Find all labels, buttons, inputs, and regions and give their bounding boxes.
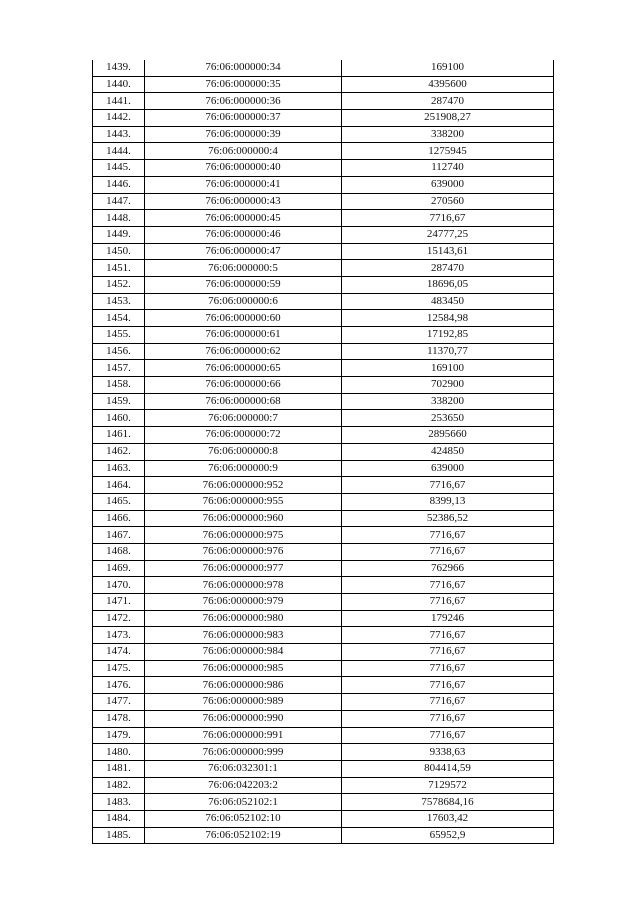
row-number-cell: 1478. — [93, 710, 145, 727]
table-row — [93, 427, 554, 444]
table-row — [93, 610, 554, 627]
cadastral-value-cell: 11370,77 — [342, 343, 554, 360]
cadastral-value-cell: 112740 — [342, 160, 554, 177]
cadastral-number-cell: 76:06:000000:990 — [145, 710, 342, 727]
table-row — [93, 627, 554, 644]
row-number-cell: 1464. — [93, 477, 145, 494]
table-row — [93, 577, 554, 594]
cadastral-value-cell: 52386,52 — [342, 510, 554, 527]
cadastral-value-cell: 7716,67 — [342, 727, 554, 744]
table-row — [93, 660, 554, 677]
table-row — [93, 126, 554, 143]
cadastral-value-cell: 424850 — [342, 443, 554, 460]
table-row — [93, 243, 554, 260]
row-number-cell: 1445. — [93, 160, 145, 177]
cadastral-number-cell: 76:06:000000:985 — [145, 660, 342, 677]
table-row — [93, 760, 554, 777]
table-row — [93, 810, 554, 827]
cadastral-value-cell: 12584,98 — [342, 310, 554, 327]
row-number-cell: 1455. — [93, 327, 145, 344]
table-row — [93, 410, 554, 427]
row-number-cell: 1451. — [93, 260, 145, 277]
cadastral-number-cell: 76:06:000000:7 — [145, 410, 342, 427]
cadastral-value-cell: 483450 — [342, 293, 554, 310]
cadastral-number-cell: 76:06:000000:960 — [145, 510, 342, 527]
row-number-cell: 1439. — [93, 60, 145, 76]
cadastral-number-cell: 76:06:000000:72 — [145, 427, 342, 444]
cadastral-number-cell: 76:06:000000:976 — [145, 543, 342, 560]
cadastral-value-cell: 251908,27 — [342, 110, 554, 127]
table-row — [93, 143, 554, 160]
cadastral-number-cell: 76:06:000000:39 — [145, 126, 342, 143]
table-row — [93, 393, 554, 410]
cadastral-value-cell: 8399,13 — [342, 493, 554, 510]
cadastral-number-cell: 76:06:000000:991 — [145, 727, 342, 744]
table-row — [93, 794, 554, 811]
cadastral-number-cell: 76:06:000000:65 — [145, 360, 342, 377]
cadastral-number-cell: 76:06:000000:47 — [145, 243, 342, 260]
row-number-cell: 1461. — [93, 427, 145, 444]
row-number-cell: 1467. — [93, 527, 145, 544]
cadastral-number-cell: 76:06:000000:61 — [145, 327, 342, 344]
row-number-cell: 1485. — [93, 827, 145, 844]
row-number-cell: 1477. — [93, 694, 145, 711]
cadastral-value-cell: 270560 — [342, 193, 554, 210]
table-row — [93, 560, 554, 577]
table-row — [93, 694, 554, 711]
cadastral-value-cell: 18696,05 — [342, 276, 554, 293]
table-row — [93, 176, 554, 193]
cadastral-value-cell: 7716,67 — [342, 543, 554, 560]
cadastral-value-cell: 7716,67 — [342, 627, 554, 644]
row-number-cell: 1446. — [93, 176, 145, 193]
row-number-cell: 1484. — [93, 810, 145, 827]
row-number-cell: 1458. — [93, 377, 145, 394]
row-number-cell: 1480. — [93, 744, 145, 761]
table-row — [93, 193, 554, 210]
cadastral-number-cell: 76:06:000000:66 — [145, 377, 342, 394]
row-number-cell: 1443. — [93, 126, 145, 143]
table-row — [93, 744, 554, 761]
table-row — [93, 260, 554, 277]
table-row — [93, 310, 554, 327]
table-row — [93, 343, 554, 360]
row-number-cell: 1470. — [93, 577, 145, 594]
table-row — [93, 677, 554, 694]
row-number-cell: 1460. — [93, 410, 145, 427]
cadastral-value-cell: 4395600 — [342, 76, 554, 93]
row-number-cell: 1476. — [93, 677, 145, 694]
cadastral-number-cell: 76:06:000000:62 — [145, 343, 342, 360]
cadastral-number-cell: 76:06:000000:4 — [145, 143, 342, 160]
table-row — [93, 327, 554, 344]
cadastral-value-cell: 7578684,16 — [342, 794, 554, 811]
row-number-cell: 1481. — [93, 760, 145, 777]
row-number-cell: 1482. — [93, 777, 145, 794]
cadastral-number-cell: 76:06:000000:975 — [145, 527, 342, 544]
table-row — [93, 110, 554, 127]
cadastral-number-cell: 76:06:000000:45 — [145, 210, 342, 227]
cadastral-value-cell: 639000 — [342, 176, 554, 193]
table-row — [93, 293, 554, 310]
cadastral-number-cell: 76:06:000000:977 — [145, 560, 342, 577]
cadastral-value-cell: 7716,67 — [342, 677, 554, 694]
cadastral-value-cell: 17603,42 — [342, 810, 554, 827]
cadastral-number-cell: 76:06:000000:999 — [145, 744, 342, 761]
cadastral-number-cell: 76:06:000000:68 — [145, 393, 342, 410]
table-row — [93, 93, 554, 110]
cadastral-value-cell: 2895660 — [342, 427, 554, 444]
table-row — [93, 594, 554, 611]
table-row — [93, 160, 554, 177]
row-number-cell: 1473. — [93, 627, 145, 644]
table-row — [93, 226, 554, 243]
row-number-cell: 1459. — [93, 393, 145, 410]
cadastral-number-cell: 76:06:000000:980 — [145, 610, 342, 627]
row-number-cell: 1463. — [93, 460, 145, 477]
cadastral-number-cell: 76:06:000000:989 — [145, 694, 342, 711]
table-row — [93, 76, 554, 93]
cadastral-value-cell: 7716,67 — [342, 694, 554, 711]
row-number-cell: 1479. — [93, 727, 145, 744]
cadastral-value-cell: 762966 — [342, 560, 554, 577]
row-number-cell: 1450. — [93, 243, 145, 260]
cadastral-value-cell: 7716,67 — [342, 660, 554, 677]
cadastral-number-cell: 76:06:000000:978 — [145, 577, 342, 594]
row-number-cell: 1462. — [93, 443, 145, 460]
row-number-cell: 1465. — [93, 493, 145, 510]
cadastral-number-cell: 76:06:000000:40 — [145, 160, 342, 177]
table-row — [93, 644, 554, 661]
table-row — [93, 727, 554, 744]
table-row — [93, 60, 554, 76]
row-number-cell: 1452. — [93, 276, 145, 293]
cadastral-number-cell: 76:06:000000:35 — [145, 76, 342, 93]
table-body — [93, 60, 554, 844]
cadastral-value-cell: 169100 — [342, 360, 554, 377]
cadastral-number-cell: 76:06:000000:986 — [145, 677, 342, 694]
table-row — [93, 477, 554, 494]
cadastral-value-cell: 7716,67 — [342, 527, 554, 544]
row-number-cell: 1469. — [93, 560, 145, 577]
row-number-cell: 1444. — [93, 143, 145, 160]
cadastral-value-cell: 702900 — [342, 377, 554, 394]
row-number-cell: 1457. — [93, 360, 145, 377]
row-number-cell: 1440. — [93, 76, 145, 93]
row-number-cell: 1453. — [93, 293, 145, 310]
cadastral-number-cell: 76:06:032301:1 — [145, 760, 342, 777]
row-number-cell: 1474. — [93, 644, 145, 661]
cadastral-value-cell: 338200 — [342, 126, 554, 143]
cadastral-number-cell: 76:06:000000:5 — [145, 260, 342, 277]
table-row — [93, 443, 554, 460]
cadastral-value-cell: 65952,9 — [342, 827, 554, 844]
cadastral-value-table — [92, 60, 554, 844]
cadastral-value-cell: 287470 — [342, 93, 554, 110]
cadastral-value-cell: 804414,59 — [342, 760, 554, 777]
cadastral-value-cell: 639000 — [342, 460, 554, 477]
row-number-cell: 1472. — [93, 610, 145, 627]
row-number-cell: 1449. — [93, 226, 145, 243]
table-row — [93, 827, 554, 844]
row-number-cell: 1475. — [93, 660, 145, 677]
cadastral-value-cell: 7716,67 — [342, 477, 554, 494]
cadastral-number-cell: 76:06:000000:43 — [145, 193, 342, 210]
cadastral-value-cell: 287470 — [342, 260, 554, 277]
cadastral-number-cell: 76:06:042203:2 — [145, 777, 342, 794]
table-row — [93, 710, 554, 727]
cadastral-number-cell: 76:06:000000:952 — [145, 477, 342, 494]
table-row — [93, 210, 554, 227]
row-number-cell: 1448. — [93, 210, 145, 227]
cadastral-number-cell: 76:06:000000:8 — [145, 443, 342, 460]
row-number-cell: 1454. — [93, 310, 145, 327]
table-row — [93, 527, 554, 544]
cadastral-value-cell: 7716,67 — [342, 594, 554, 611]
row-number-cell: 1483. — [93, 794, 145, 811]
row-number-cell: 1466. — [93, 510, 145, 527]
cadastral-number-cell: 76:06:000000:60 — [145, 310, 342, 327]
table-row — [93, 377, 554, 394]
cadastral-number-cell: 76:06:000000:36 — [145, 93, 342, 110]
row-number-cell: 1441. — [93, 93, 145, 110]
row-number-cell: 1456. — [93, 343, 145, 360]
row-number-cell: 1442. — [93, 110, 145, 127]
row-number-cell: 1447. — [93, 193, 145, 210]
cadastral-value-cell: 253650 — [342, 410, 554, 427]
table-row — [93, 543, 554, 560]
cadastral-value-cell: 7716,67 — [342, 577, 554, 594]
cadastral-value-cell: 9338,63 — [342, 744, 554, 761]
cadastral-number-cell: 76:06:000000:37 — [145, 110, 342, 127]
cadastral-value-cell: 7716,67 — [342, 210, 554, 227]
cadastral-value-cell: 7129572 — [342, 777, 554, 794]
cadastral-number-cell: 76:06:000000:41 — [145, 176, 342, 193]
table-row — [93, 460, 554, 477]
table-row — [93, 510, 554, 527]
table-row — [93, 493, 554, 510]
cadastral-value-cell: 7716,67 — [342, 710, 554, 727]
cadastral-value-cell: 7716,67 — [342, 644, 554, 661]
cadastral-value-cell: 17192,85 — [342, 327, 554, 344]
cadastral-number-cell: 76:06:052102:10 — [145, 810, 342, 827]
cadastral-number-cell: 76:06:000000:979 — [145, 594, 342, 611]
cadastral-number-cell: 76:06:000000:983 — [145, 627, 342, 644]
cadastral-number-cell: 76:06:000000:46 — [145, 226, 342, 243]
cadastral-number-cell: 76:06:000000:984 — [145, 644, 342, 661]
row-number-cell: 1468. — [93, 543, 145, 560]
table-row — [93, 360, 554, 377]
cadastral-number-cell: 76:06:000000:34 — [145, 60, 342, 76]
cadastral-value-cell: 338200 — [342, 393, 554, 410]
cadastral-number-cell: 76:06:000000:6 — [145, 293, 342, 310]
row-number-cell: 1471. — [93, 594, 145, 611]
cadastral-value-cell: 24777,25 — [342, 226, 554, 243]
cadastral-number-cell: 76:06:000000:59 — [145, 276, 342, 293]
table-row — [93, 276, 554, 293]
cadastral-value-cell: 169100 — [342, 60, 554, 76]
cadastral-number-cell: 76:06:000000:9 — [145, 460, 342, 477]
cadastral-number-cell: 76:06:052102:19 — [145, 827, 342, 844]
cadastral-value-cell: 1275945 — [342, 143, 554, 160]
table-row — [93, 777, 554, 794]
cadastral-value-cell: 15143,61 — [342, 243, 554, 260]
cadastral-value-cell: 179246 — [342, 610, 554, 627]
cadastral-number-cell: 76:06:052102:1 — [145, 794, 342, 811]
cadastral-number-cell: 76:06:000000:955 — [145, 493, 342, 510]
